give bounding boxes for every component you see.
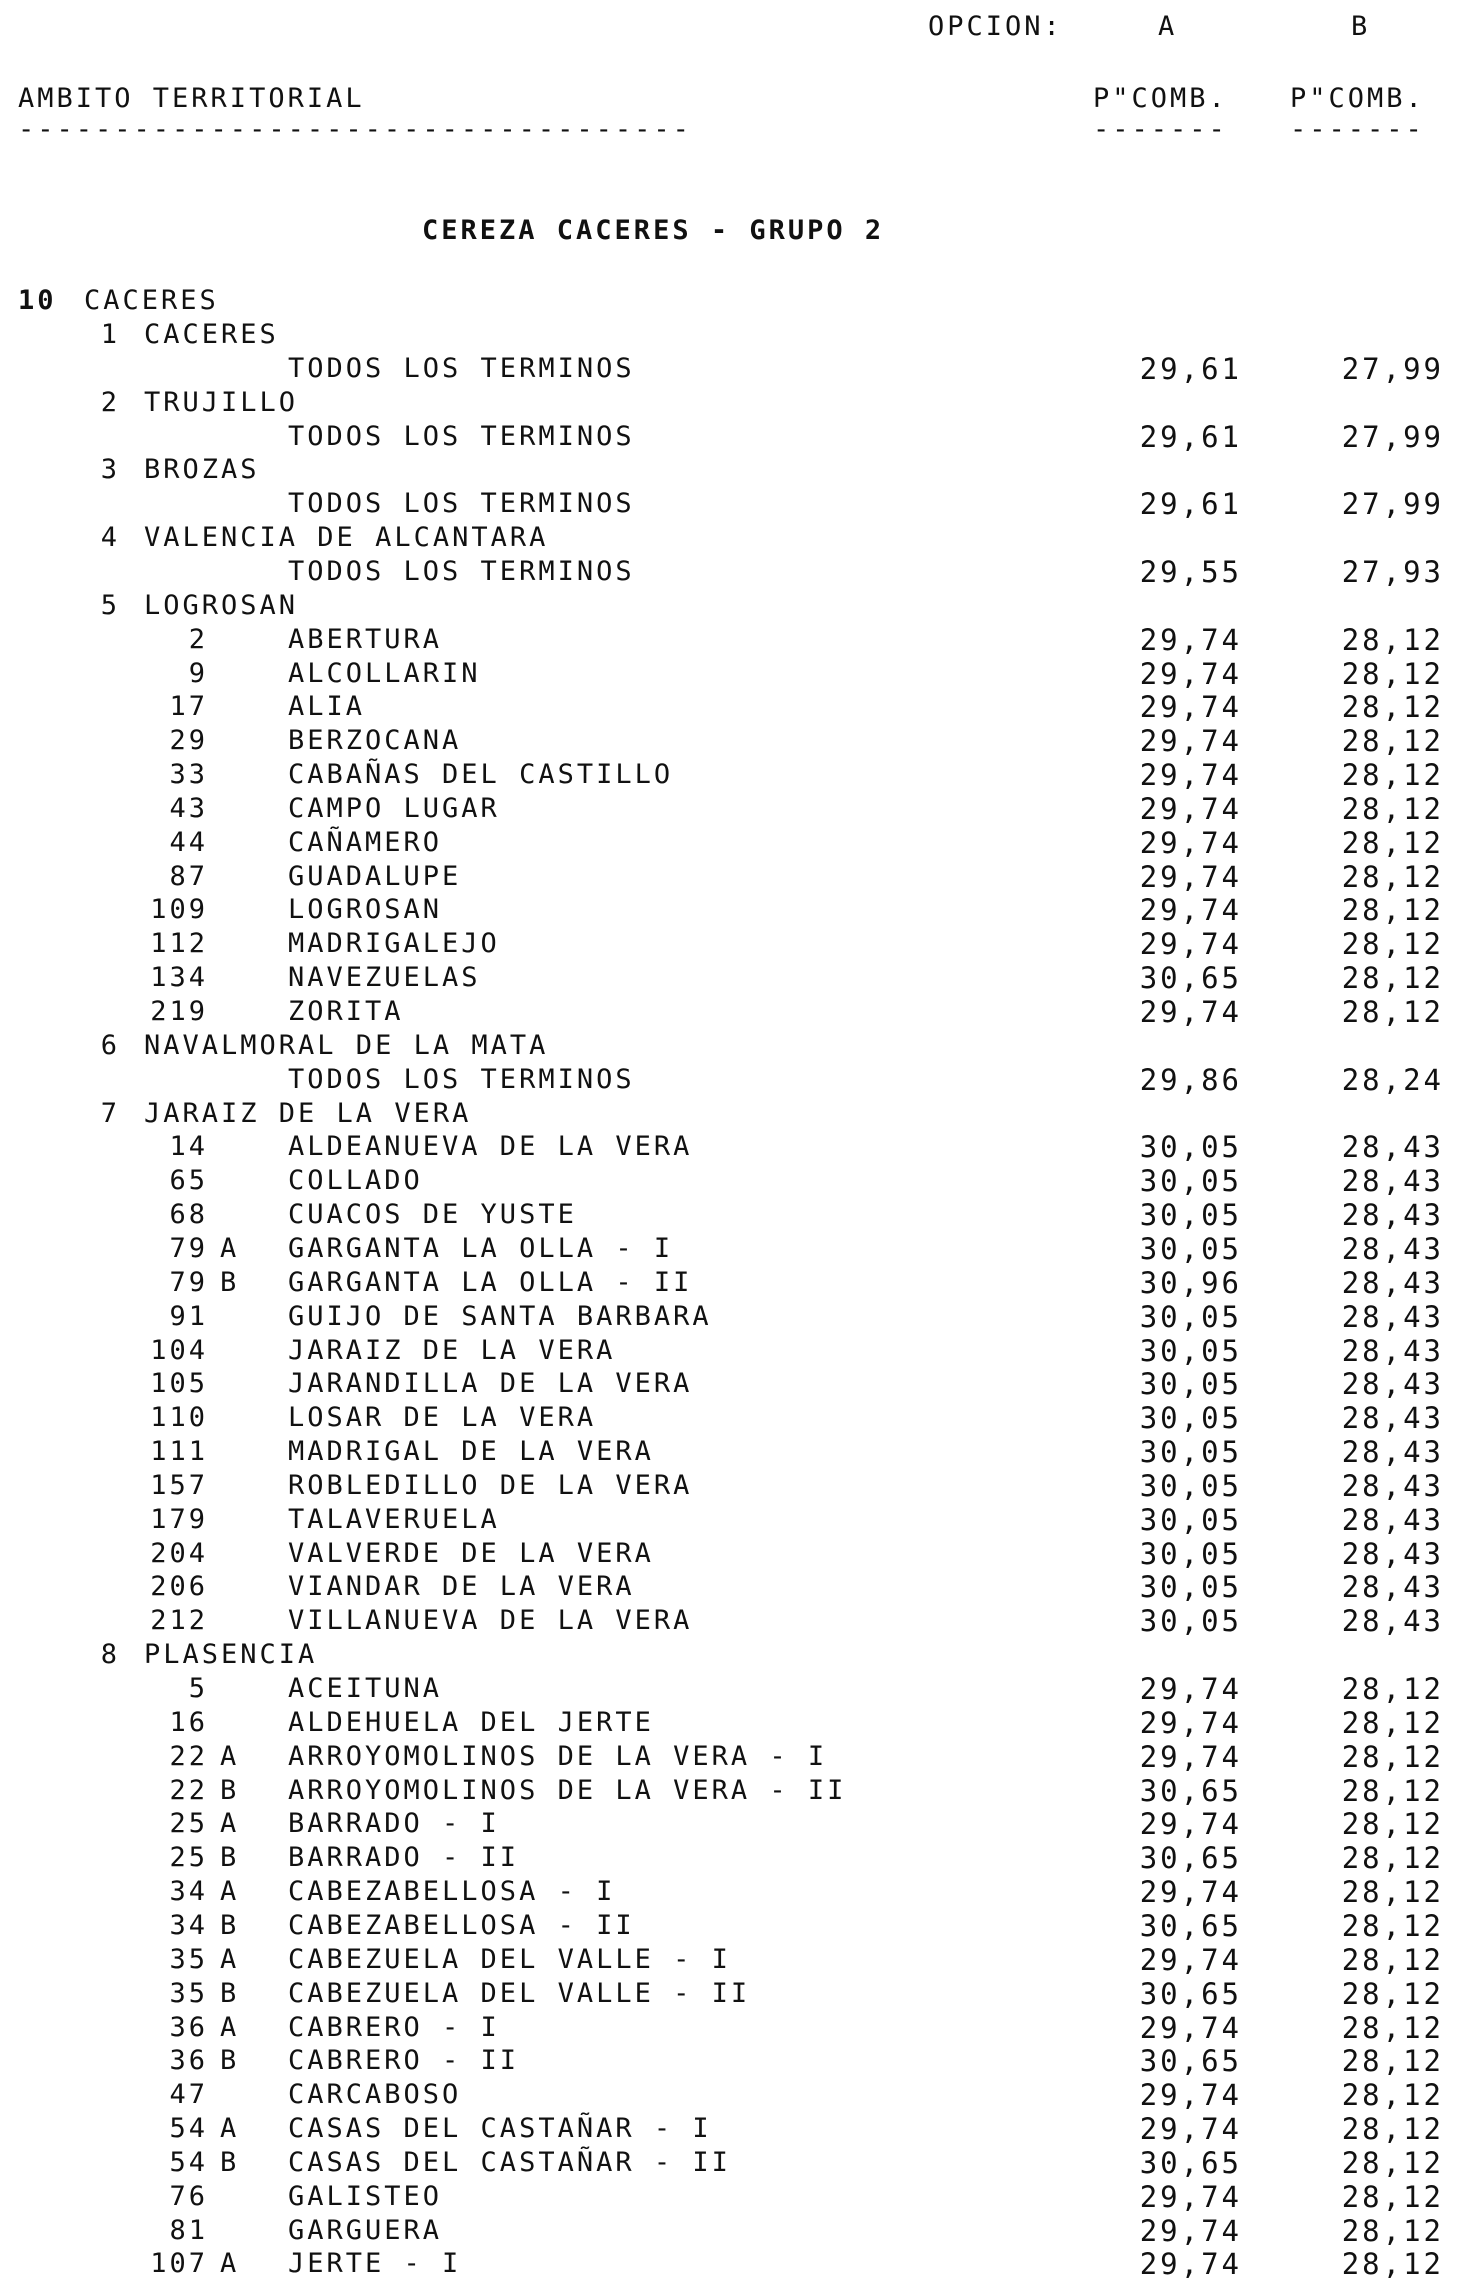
value-b: 28,12 (1341, 1807, 1444, 1841)
value-b: 28,12 (1341, 690, 1444, 724)
term-name: ACEITUNA (288, 1673, 443, 1704)
term-code: 9 (188, 658, 208, 689)
value-b: 28,12 (1341, 1841, 1444, 1875)
value-a: 29,74 (1139, 1672, 1242, 1706)
value-b: 28,12 (1341, 826, 1444, 860)
value-b: 28,12 (1341, 623, 1444, 657)
term-suffix: A (220, 2113, 240, 2144)
value-b: 28,43 (1341, 1570, 1444, 1604)
term-name: GALISTEO (288, 2181, 443, 2212)
value-a: 30,65 (1139, 2146, 1242, 2180)
value-b: 28,12 (1341, 2044, 1444, 2078)
term-suffix: A (220, 1808, 240, 1839)
value-a: 29,74 (1139, 893, 1242, 927)
value-a: 29,74 (1139, 995, 1242, 1029)
comarca-name: PLASENCIA (144, 1639, 318, 1670)
value-b: 28,12 (1341, 1943, 1444, 1977)
term-code: 35 (169, 1944, 208, 1975)
term-suffix: B (220, 1775, 240, 1806)
value-a: 29,74 (1139, 1807, 1242, 1841)
term-suffix: B (220, 2045, 240, 2076)
term-name: ARROYOMOLINOS DE LA VERA - I (288, 1741, 828, 1772)
comarca-code: 8 (100, 1639, 120, 1670)
comarca-name: NAVALMORAL DE LA MATA (144, 1030, 549, 1061)
value-a: 29,86 (1139, 1063, 1242, 1097)
term-name: CABAÑAS DEL CASTILLO (288, 759, 674, 790)
value-b: 28,43 (1341, 1300, 1444, 1334)
term-code: 25 (169, 1808, 208, 1839)
term-name: LOSAR DE LA VERA (288, 1402, 597, 1433)
term-code: 2 (188, 624, 208, 655)
term-suffix: A (220, 1741, 240, 1772)
comarca-code: 2 (100, 387, 120, 418)
term-code: 81 (169, 2215, 208, 2246)
term-name: ALDEANUEVA DE LA VERA (288, 1131, 693, 1162)
term-name: BARRADO - I (288, 1808, 500, 1839)
value-a: 30,65 (1139, 1977, 1242, 2011)
term-code: 87 (169, 861, 208, 892)
value-b: 28,43 (1341, 1367, 1444, 1401)
term-code: 34 (169, 1876, 208, 1907)
value-a: 30,05 (1139, 1367, 1242, 1401)
option-b-label: B (1351, 11, 1371, 42)
term-code: 68 (169, 1199, 208, 1230)
value-b: 28,43 (1341, 1469, 1444, 1503)
value-b: 28,12 (1341, 961, 1444, 995)
term-name: GARGANTA LA OLLA - II (288, 1267, 693, 1298)
value-b: 28,43 (1341, 1537, 1444, 1571)
term-name: CASAS DEL CASTAÑAR - II (288, 2147, 731, 2178)
value-a: 29,74 (1139, 860, 1242, 894)
term-name: LOGROSAN (288, 894, 443, 925)
term-name: ARROYOMOLINOS DE LA VERA - II (288, 1775, 847, 1806)
term-name: CABRERO - I (288, 2012, 500, 2043)
value-b: 28,43 (1341, 1164, 1444, 1198)
term-name: CABEZUELA DEL VALLE - I (288, 1944, 731, 1975)
value-b: 28,12 (1341, 2011, 1444, 2045)
value-a: 30,05 (1139, 1164, 1242, 1198)
value-b: 28,43 (1341, 1334, 1444, 1368)
term-name: CUACOS DE YUSTE (288, 1199, 577, 1230)
term-name: MADRIGALEJO (288, 928, 500, 959)
term-name: COLLADO (288, 1165, 423, 1196)
value-a: 29,74 (1139, 2180, 1242, 2214)
value-a: 30,05 (1139, 1232, 1242, 1266)
value-a: 30,05 (1139, 1503, 1242, 1537)
term-code: 76 (169, 2181, 208, 2212)
value-b: 28,43 (1341, 1435, 1444, 1469)
term-code: 104 (150, 1335, 208, 1366)
ambito-header: AMBITO TERRITORIAL (18, 83, 365, 114)
term-suffix: B (220, 1910, 240, 1941)
opcion-label: OPCION: (928, 11, 1063, 42)
value-b: 28,43 (1341, 1232, 1444, 1266)
term-name: ABERTURA (288, 624, 443, 655)
value-b: 28,12 (1341, 724, 1444, 758)
value-a: 29,74 (1139, 2247, 1242, 2281)
value-a: 30,65 (1139, 2044, 1242, 2078)
value-a: 29,74 (1139, 1875, 1242, 1909)
value-a: 29,74 (1139, 2112, 1242, 2146)
value-b: 28,12 (1341, 2180, 1444, 2214)
value-b: 28,12 (1341, 1706, 1444, 1740)
term-suffix: B (220, 2147, 240, 2178)
value-a: 30,65 (1139, 1774, 1242, 1808)
term-name: ALDEHUELA DEL JERTE (288, 1707, 654, 1738)
term-code: 157 (150, 1470, 208, 1501)
ambito-underline: ----------------------------------- (18, 120, 692, 140)
comarca-code: 6 (100, 1030, 120, 1061)
term-code: 44 (169, 827, 208, 858)
term-code: 54 (169, 2147, 208, 2178)
term-suffix: A (220, 2248, 240, 2279)
term-suffix: B (220, 1978, 240, 2009)
value-a: 29,74 (1139, 792, 1242, 826)
value-a: 29,74 (1139, 2214, 1242, 2248)
term-name: VILLANUEVA DE LA VERA (288, 1605, 693, 1636)
term-code: 79 (169, 1267, 208, 1298)
value-a: 30,05 (1139, 1469, 1242, 1503)
term-code: 109 (150, 894, 208, 925)
term-code: 54 (169, 2113, 208, 2144)
comarca-code: 7 (100, 1098, 120, 1129)
value-b: 28,43 (1341, 1130, 1444, 1164)
col-a-header: P"COMB. (1093, 83, 1228, 114)
term-code: 36 (169, 2012, 208, 2043)
value-b: 27,99 (1341, 487, 1444, 521)
term-name: TODOS LOS TERMINOS (288, 488, 635, 519)
value-b: 28,12 (1341, 657, 1444, 691)
term-name: TODOS LOS TERMINOS (288, 1064, 635, 1095)
comarca-name: JARAIZ DE LA VERA (144, 1098, 472, 1129)
term-code: 17 (169, 691, 208, 722)
term-code: 14 (169, 1131, 208, 1162)
col-a-underline: ------- (1093, 120, 1228, 140)
value-a: 29,61 (1139, 487, 1242, 521)
value-b: 28,12 (1341, 927, 1444, 961)
col-b-header: P"COMB. (1290, 83, 1425, 114)
value-b: 28,12 (1341, 758, 1444, 792)
term-name: ALCOLLARIN (288, 658, 481, 689)
term-name: BERZOCANA (288, 725, 462, 756)
value-a: 30,05 (1139, 1334, 1242, 1368)
value-b: 27,93 (1341, 555, 1444, 589)
value-b: 28,12 (1341, 2247, 1444, 2281)
term-code: 112 (150, 928, 208, 959)
value-a: 29,74 (1139, 826, 1242, 860)
comarca-name: LOGROSAN (144, 590, 299, 621)
term-name: GUIJO DE SANTA BARBARA (288, 1301, 712, 1332)
term-name: CABEZABELLOSA - I (288, 1876, 616, 1907)
term-code: 110 (150, 1402, 208, 1433)
value-a: 29,74 (1139, 724, 1242, 758)
term-name: NAVEZUELAS (288, 962, 481, 993)
value-b: 28,12 (1341, 1977, 1444, 2011)
value-a: 30,05 (1139, 1604, 1242, 1638)
term-name: GARGANTA LA OLLA - I (288, 1233, 674, 1264)
term-code: 91 (169, 1301, 208, 1332)
term-code: 43 (169, 793, 208, 824)
value-a: 29,74 (1139, 2011, 1242, 2045)
term-name: VALVERDE DE LA VERA (288, 1538, 654, 1569)
value-a: 29,74 (1139, 1943, 1242, 1977)
value-a: 30,05 (1139, 1401, 1242, 1435)
value-a: 30,65 (1139, 1909, 1242, 1943)
term-code: 111 (150, 1436, 208, 1467)
value-a: 29,74 (1139, 1740, 1242, 1774)
value-b: 28,12 (1341, 1875, 1444, 1909)
term-code: 35 (169, 1978, 208, 2009)
term-code: 179 (150, 1504, 208, 1535)
value-a: 29,74 (1139, 690, 1242, 724)
term-code: 47 (169, 2079, 208, 2110)
term-name: CABEZUELA DEL VALLE - II (288, 1978, 751, 2009)
term-code: 36 (169, 2045, 208, 2076)
term-code: 134 (150, 962, 208, 993)
term-code: 219 (150, 996, 208, 1027)
term-code: 22 (169, 1775, 208, 1806)
comarca-code: 4 (100, 522, 120, 553)
comarca-code: 5 (100, 590, 120, 621)
term-code: 107 (150, 2248, 208, 2279)
col-b-underline: ------- (1290, 120, 1425, 140)
value-b: 28,43 (1341, 1198, 1444, 1232)
term-name: ALIA (288, 691, 366, 722)
value-b: 27,99 (1341, 420, 1444, 454)
value-b: 28,12 (1341, 2146, 1444, 2180)
term-name: VIANDAR DE LA VERA (288, 1571, 635, 1602)
term-name: ROBLEDILLO DE LA VERA (288, 1470, 693, 1501)
value-b: 28,24 (1341, 1063, 1444, 1097)
term-name: JARANDILLA DE LA VERA (288, 1368, 693, 1399)
term-suffix: B (220, 1267, 240, 1298)
term-suffix: A (220, 1876, 240, 1907)
term-code: 79 (169, 1233, 208, 1264)
term-code: 65 (169, 1165, 208, 1196)
value-b: 28,12 (1341, 860, 1444, 894)
document-title: CEREZA CACERES - GRUPO 2 (422, 215, 885, 246)
value-a: 29,55 (1139, 555, 1242, 589)
term-name: CAMPO LUGAR (288, 793, 500, 824)
value-b: 28,12 (1341, 2078, 1444, 2112)
value-a: 29,74 (1139, 1706, 1242, 1740)
value-a: 30,05 (1139, 1435, 1242, 1469)
value-b: 28,12 (1341, 1672, 1444, 1706)
term-suffix: A (220, 2012, 240, 2043)
term-name: CABEZABELLOSA - II (288, 1910, 635, 1941)
term-code: 16 (169, 1707, 208, 1738)
term-name: GUADALUPE (288, 861, 462, 892)
term-name: MADRIGAL DE LA VERA (288, 1436, 654, 1467)
value-b: 28,43 (1341, 1266, 1444, 1300)
term-name: BARRADO - II (288, 1842, 520, 1873)
term-name: TALAVERUELA (288, 1504, 500, 1535)
value-a: 30,05 (1139, 1300, 1242, 1334)
value-a: 30,05 (1139, 1537, 1242, 1571)
term-code: 29 (169, 725, 208, 756)
value-a: 29,74 (1139, 2078, 1242, 2112)
option-a-label: A (1158, 11, 1178, 42)
value-b: 28,12 (1341, 1909, 1444, 1943)
value-b: 28,12 (1341, 2214, 1444, 2248)
value-a: 30,05 (1139, 1130, 1242, 1164)
term-code: 22 (169, 1741, 208, 1772)
value-a: 30,65 (1139, 961, 1242, 995)
province-name: CACERES (84, 285, 219, 316)
value-b: 28,12 (1341, 893, 1444, 927)
term-code: 206 (150, 1571, 208, 1602)
term-code: 204 (150, 1538, 208, 1569)
term-name: TODOS LOS TERMINOS (288, 353, 635, 384)
value-a: 30,96 (1139, 1266, 1242, 1300)
comarca-code: 3 (100, 454, 120, 485)
term-name: CAÑAMERO (288, 827, 443, 858)
comarca-name: BROZAS (144, 454, 260, 485)
term-name: GARGUERA (288, 2215, 443, 2246)
comarca-name: TRUJILLO (144, 387, 299, 418)
value-b: 28,43 (1341, 1604, 1444, 1638)
value-a: 29,74 (1139, 623, 1242, 657)
value-b: 28,12 (1341, 995, 1444, 1029)
term-code: 5 (188, 1673, 208, 1704)
term-name: CABRERO - II (288, 2045, 520, 2076)
term-name: TODOS LOS TERMINOS (288, 556, 635, 587)
value-b: 27,99 (1341, 352, 1444, 386)
value-b: 28,12 (1341, 792, 1444, 826)
comarca-name: VALENCIA DE ALCANTARA (144, 522, 549, 553)
comarca-name: CACERES (144, 319, 279, 350)
province-code: 10 (18, 285, 57, 316)
value-a: 29,61 (1139, 352, 1242, 386)
term-suffix: B (220, 1842, 240, 1873)
term-code: 212 (150, 1605, 208, 1636)
term-code: 105 (150, 1368, 208, 1399)
value-b: 28,43 (1341, 1401, 1444, 1435)
value-a: 29,61 (1139, 420, 1242, 454)
term-name: CASAS DEL CASTAÑAR - I (288, 2113, 712, 2144)
value-a: 29,74 (1139, 758, 1242, 792)
value-b: 28,43 (1341, 1503, 1444, 1537)
term-code: 33 (169, 759, 208, 790)
value-b: 28,12 (1341, 1774, 1444, 1808)
term-name: ZORITA (288, 996, 404, 1027)
value-b: 28,12 (1341, 1740, 1444, 1774)
term-name: CARCABOSO (288, 2079, 462, 2110)
comarca-code: 1 (100, 319, 120, 350)
term-suffix: A (220, 1233, 240, 1264)
term-name: TODOS LOS TERMINOS (288, 421, 635, 452)
value-a: 30,05 (1139, 1570, 1242, 1604)
term-name: JARAIZ DE LA VERA (288, 1335, 616, 1366)
value-a: 29,74 (1139, 927, 1242, 961)
value-b: 28,12 (1341, 2112, 1444, 2146)
value-a: 30,65 (1139, 1841, 1242, 1875)
term-name: JERTE - I (288, 2248, 462, 2279)
term-suffix: A (220, 1944, 240, 1975)
value-a: 29,74 (1139, 657, 1242, 691)
term-code: 25 (169, 1842, 208, 1873)
term-code: 34 (169, 1910, 208, 1941)
value-a: 30,05 (1139, 1198, 1242, 1232)
